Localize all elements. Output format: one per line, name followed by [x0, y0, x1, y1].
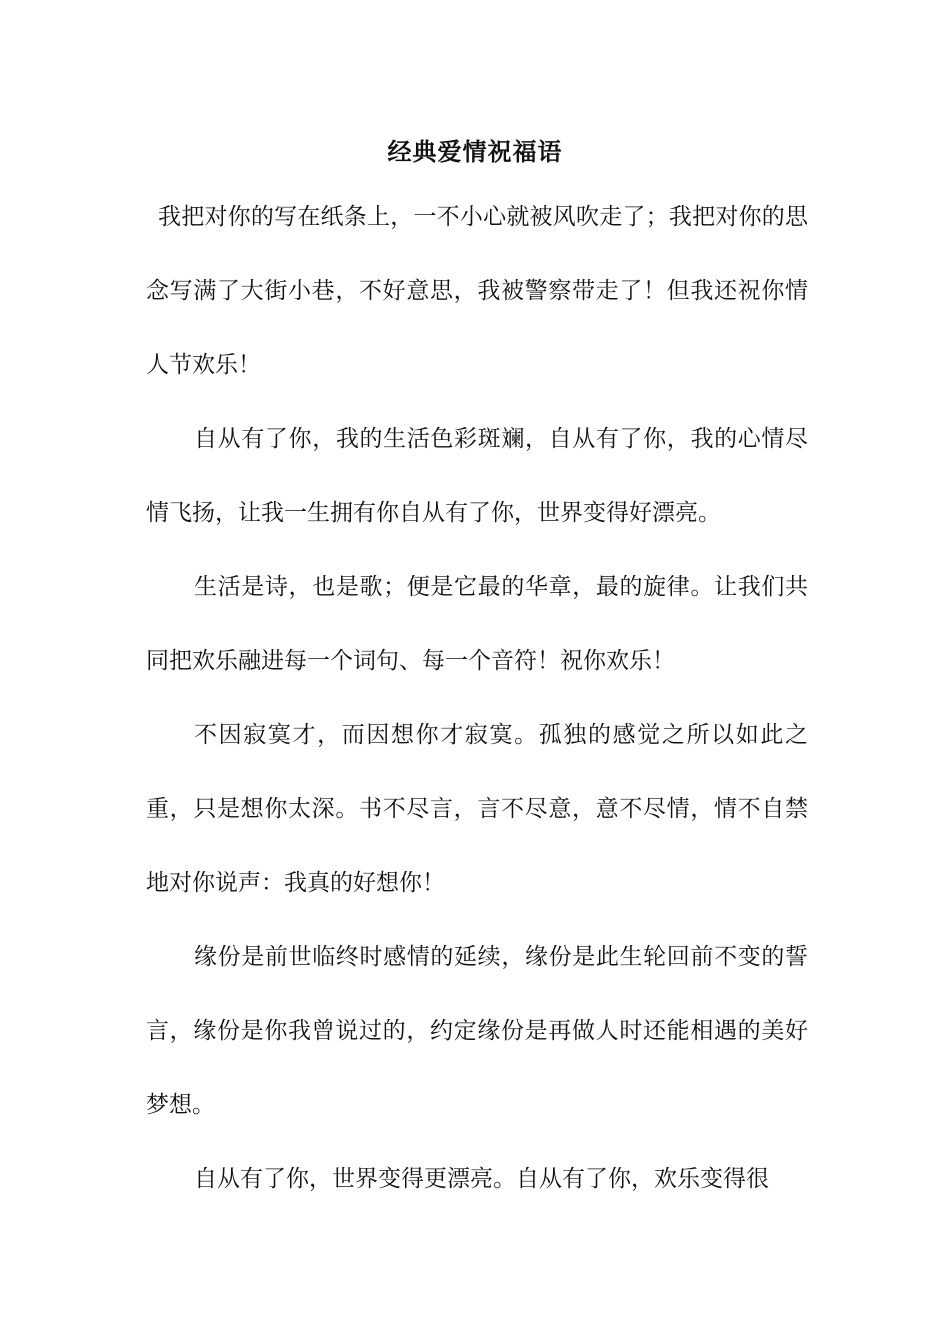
- paragraph-3: 生活是诗，也是歌；便是它最的华章，最的旋律。让我们共同把欢乐融进每一个词句、每一个音符！祝你欢乐！: [146, 574, 808, 674]
- paragraph-4: 不因寂寞才，而因想你才寂寞。孤独的感觉之所以如此之重，只是想你太深。书不尽言，言不尽意，意不尽情，情不自禁地对你说声：我真的好想你！: [146, 722, 808, 896]
- paragraph-1: 我把对你的写在纸条上，一不小心就被风吹走了；我把对你的思念写满了大街小巷，不好意思，我被警察带走了！但我还祝你情人节欢乐！: [146, 204, 808, 378]
- document-title: 经典爱情祝福语: [387, 137, 563, 166]
- paragraph-6: 自从有了你，世界变得更漂亮。自从有了你，欢乐变得很: [194, 1166, 769, 1192]
- paragraph-5: 缘份是前世临终时感情的延续，缘份是此生轮回前不变的誓言，缘份是你我曾说过的，约定缘份是再做人时还能相遇的美好梦想。: [146, 944, 808, 1118]
- document-body: [146, 180, 808, 1216]
- paragraph-2: 自从有了你，我的生活色彩斑斓，自从有了你，我的心情尽情飞扬，让我一生拥有你自从有了你，世界变得好漂亮。: [146, 426, 808, 526]
